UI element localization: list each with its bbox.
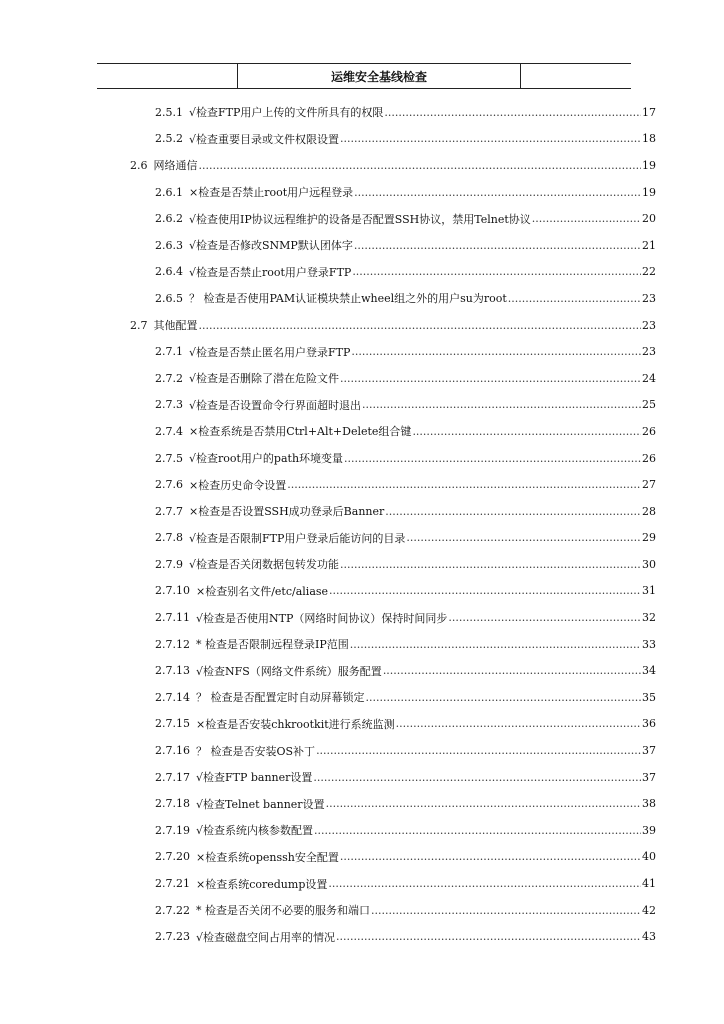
toc-entry-page: 36 <box>642 717 656 731</box>
toc-entry-page: 19 <box>642 185 656 199</box>
toc-entry-page: 35 <box>642 690 656 704</box>
toc-entry[interactable] <box>0 817 656 844</box>
toc-leader-dots <box>406 531 641 544</box>
toc-entry-title: ？ 检查是否使用PAM认证模块禁止wheel组之外的用户su为root <box>189 292 507 306</box>
toc-leader-dots <box>371 904 641 917</box>
toc-entry-number: 2.7.23 <box>155 930 190 944</box>
toc-entry-number: 2.7.22 <box>155 903 190 917</box>
toc-entry-title: √检查Telnet banner设置 <box>196 797 325 811</box>
toc-entry[interactable] <box>0 551 656 578</box>
toc-entry-title: √检查是否使用NTP（网络时间协议）保持时间同步 <box>196 611 448 625</box>
toc-leader-dots <box>340 558 641 571</box>
toc-entry-title: √检查磁盘空间占用率的情况 <box>196 930 336 944</box>
toc-entry-page: 41 <box>642 877 656 891</box>
toc-entry[interactable] <box>0 418 656 445</box>
toc-leader-dots <box>351 345 641 358</box>
toc-entry-title: 其他配置 <box>153 319 198 333</box>
toc-leader-dots <box>385 505 641 518</box>
toc-entry-title: √检查是否禁止root用户登录FTP <box>189 265 352 279</box>
toc-leader-dots <box>354 239 641 252</box>
toc-leader-dots <box>328 877 641 890</box>
toc-entry[interactable] <box>0 285 656 312</box>
toc-entry-title: √检查是否设置命令行界面超时退出 <box>189 398 362 412</box>
toc-leader-dots <box>340 132 641 145</box>
toc-entry-title: * 检查是否限制远程登录IP范围 <box>196 638 349 652</box>
toc-entry-page: 42 <box>642 903 656 917</box>
toc-entry-number: 2.7.17 <box>155 770 190 784</box>
toc-entry-title: √检查FTP banner设置 <box>196 771 313 785</box>
toc-entry-number: 2.7.11 <box>155 611 190 625</box>
toc-entry-title: √检查重要目录或文件权限设置 <box>189 132 340 146</box>
toc-entry-number: 2.5.1 <box>155 105 183 119</box>
toc-leader-dots <box>287 478 641 491</box>
toc-entry-page: 28 <box>642 504 656 518</box>
toc-entry-number: 2.6.3 <box>155 238 183 252</box>
toc-leader-dots <box>396 717 641 730</box>
toc-entry[interactable] <box>0 259 656 286</box>
toc-entry-title: √检查是否限制FTP用户登录后能访问的目录 <box>189 531 406 545</box>
toc-entry-page: 34 <box>642 664 656 678</box>
toc-entry-title: ？ 检查是否配置定时自动屏幕锁定 <box>196 691 365 705</box>
toc-entry-title: √检查是否关闭数据包转发功能 <box>189 558 340 572</box>
toc-entry-page: 37 <box>642 744 656 758</box>
toc-entry-title: √检查是否修改SNMP默认团体字 <box>189 239 353 253</box>
toc-entry-title: √检查是否禁止匿名用户登录FTP <box>189 345 351 359</box>
toc-entry-page: 39 <box>642 823 656 837</box>
toc-entry-number: 2.7.21 <box>155 877 190 891</box>
toc-entry-title: ×检查系统openssh安全配置 <box>196 850 339 864</box>
toc-entry-title: √检查root用户的path环境变量 <box>189 452 344 466</box>
toc-leader-dots <box>412 425 641 438</box>
toc-entry[interactable] <box>0 897 656 924</box>
toc-entry[interactable] <box>0 205 656 232</box>
toc-entry[interactable] <box>0 126 656 153</box>
toc-entry-number: 2.7 <box>130 318 148 332</box>
toc-entry-number: 2.7.15 <box>155 717 190 731</box>
toc-entry[interactable] <box>0 179 656 206</box>
toc-leader-dots <box>383 664 641 677</box>
toc-entry-number: 2.6.4 <box>155 265 183 279</box>
toc-leader-dots <box>313 771 641 784</box>
toc-entry-title: √检查FTP用户上传的文件所具有的权限 <box>189 106 384 120</box>
toc-entry-number: 2.6.1 <box>155 185 183 199</box>
toc-entry-number: 2.7.12 <box>155 637 190 651</box>
toc-entry[interactable] <box>0 844 656 871</box>
toc-leader-dots <box>340 372 641 385</box>
toc-leader-dots <box>384 106 641 119</box>
toc-entry-page: 22 <box>642 265 656 279</box>
toc-entry-number: 2.7.2 <box>155 371 183 385</box>
toc-entry-page: 18 <box>642 132 656 146</box>
toc-entry-title: ×检查是否设置SSH成功登录后Banner <box>189 505 385 519</box>
toc-entry[interactable] <box>0 790 656 817</box>
toc-entry[interactable] <box>0 711 656 738</box>
toc-entry-title: ×检查系统coredump设置 <box>196 877 328 891</box>
toc-entry-number: 2.7.5 <box>155 451 183 465</box>
toc-entry-page: 31 <box>642 584 656 598</box>
toc-entry-number: 2.7.9 <box>155 557 183 571</box>
toc-entry-page: 26 <box>642 451 656 465</box>
toc-entry-page: 23 <box>642 345 656 359</box>
toc-entry-title: √检查系统内核参数配置 <box>196 824 314 838</box>
toc-entry-page: 37 <box>642 770 656 784</box>
toc-leader-dots <box>336 930 641 943</box>
toc-entry-page: 29 <box>642 531 656 545</box>
toc-entry-number: 2.6 <box>130 158 148 172</box>
toc-entry[interactable] <box>0 684 656 711</box>
toc-entry-page: 30 <box>642 557 656 571</box>
toc-entry-page: 38 <box>642 797 656 811</box>
toc-entry[interactable] <box>0 631 656 658</box>
page-header <box>97 63 631 89</box>
toc-entry[interactable] <box>0 312 656 339</box>
toc-entry[interactable] <box>0 232 656 259</box>
toc-leader-dots <box>199 159 642 172</box>
header-right-cell <box>521 64 632 89</box>
toc-entry[interactable] <box>0 365 656 392</box>
toc-entry-page: 23 <box>642 318 656 332</box>
toc-entry-number: 2.7.19 <box>155 823 190 837</box>
toc-entry[interactable] <box>0 604 656 631</box>
toc-entry-number: 2.7.4 <box>155 424 183 438</box>
header-left-cell <box>97 64 238 89</box>
toc-leader-dots <box>316 744 641 757</box>
toc-entry-number: 2.7.14 <box>155 690 190 704</box>
toc-leader-dots <box>352 265 641 278</box>
toc-entry-title: ×检查是否禁止root用户远程登录 <box>189 186 354 200</box>
toc-entry-page: 26 <box>642 424 656 438</box>
toc-leader-dots <box>329 584 641 597</box>
toc-entry-page: 21 <box>642 238 656 252</box>
toc-entry[interactable] <box>0 392 656 419</box>
toc-entry-number: 2.7.8 <box>155 531 183 545</box>
toc-leader-dots <box>366 691 642 704</box>
toc-entry-title: 网络通信 <box>153 159 198 173</box>
toc-entry-page: 24 <box>642 371 656 385</box>
toc-entry-page: 23 <box>642 291 656 305</box>
toc-entry-number: 2.7.13 <box>155 664 190 678</box>
toc-entry-number: 2.5.2 <box>155 132 183 146</box>
toc-entry[interactable] <box>0 870 656 897</box>
toc-entry-title: √检查使用IP协议远程维护的设备是否配置SSH协议，禁用Telnet协议 <box>189 212 531 226</box>
toc-entry-title: ×检查是否安装chkrootkit进行系统监测 <box>196 717 395 731</box>
toc-entry-title: * 检查是否关闭不必要的服务和端口 <box>196 904 370 918</box>
toc-entry[interactable] <box>0 445 656 472</box>
toc-leader-dots <box>448 611 641 624</box>
toc-entry[interactable] <box>0 764 656 791</box>
toc-entry-number: 2.7.10 <box>155 584 190 598</box>
table-of-contents <box>0 99 724 950</box>
toc-entry-number: 2.7.3 <box>155 398 183 412</box>
toc-leader-dots <box>199 319 642 332</box>
toc-leader-dots <box>340 850 641 863</box>
toc-entry-number: 2.6.2 <box>155 212 183 226</box>
toc-entry[interactable] <box>0 152 656 179</box>
toc-leader-dots <box>326 797 641 810</box>
toc-entry-title: ？ 检查是否安装OS补丁 <box>196 744 316 758</box>
toc-entry-number: 2.7.6 <box>155 478 183 492</box>
toc-entry-number: 2.7.20 <box>155 850 190 864</box>
toc-leader-dots <box>532 212 641 225</box>
toc-entry-title: ×检查历史命令设置 <box>189 478 287 492</box>
toc-entry-number: 2.7.16 <box>155 744 190 758</box>
toc-leader-dots <box>350 638 641 651</box>
toc-entry-title: √检查NFS（网络文件系统）服务配置 <box>196 664 382 678</box>
toc-entry[interactable] <box>0 578 656 605</box>
toc-entry-page: 27 <box>642 478 656 492</box>
toc-entry[interactable] <box>0 737 656 764</box>
toc-entry-number: 2.7.1 <box>155 345 183 359</box>
toc-leader-dots <box>344 452 641 465</box>
toc-entry-title: ×检查别名文件/etc/aliase <box>196 584 329 598</box>
toc-entry[interactable] <box>0 498 656 525</box>
toc-leader-dots <box>354 186 641 199</box>
toc-entry-page: 43 <box>642 930 656 944</box>
toc-entry-number: 2.6.5 <box>155 291 183 305</box>
toc-leader-dots <box>314 824 641 837</box>
toc-entry-page: 20 <box>642 212 656 226</box>
toc-entry-title: ×检查系统是否禁用Ctrl+Alt+Delete组合键 <box>189 425 412 439</box>
toc-entry[interactable] <box>0 657 656 684</box>
toc-entry[interactable] <box>0 923 656 950</box>
toc-leader-dots <box>508 292 641 305</box>
toc-entry-page: 40 <box>642 850 656 864</box>
toc-entry-page: 25 <box>642 398 656 412</box>
toc-entry[interactable] <box>0 471 656 498</box>
toc-entry-number: 2.7.7 <box>155 504 183 518</box>
toc-entry[interactable] <box>0 338 656 365</box>
toc-entry[interactable] <box>0 525 656 552</box>
toc-entry-number: 2.7.18 <box>155 797 190 811</box>
document-title: 运维安全基线检查 <box>238 64 521 89</box>
toc-entry[interactable] <box>0 99 656 126</box>
toc-entry-page: 33 <box>642 637 656 651</box>
toc-entry-page: 19 <box>642 158 656 172</box>
toc-entry-title: √检查是否删除了潜在危险文件 <box>189 372 340 386</box>
toc-leader-dots <box>362 398 641 411</box>
toc-entry-page: 17 <box>642 105 656 119</box>
toc-entry-page: 32 <box>642 611 656 625</box>
